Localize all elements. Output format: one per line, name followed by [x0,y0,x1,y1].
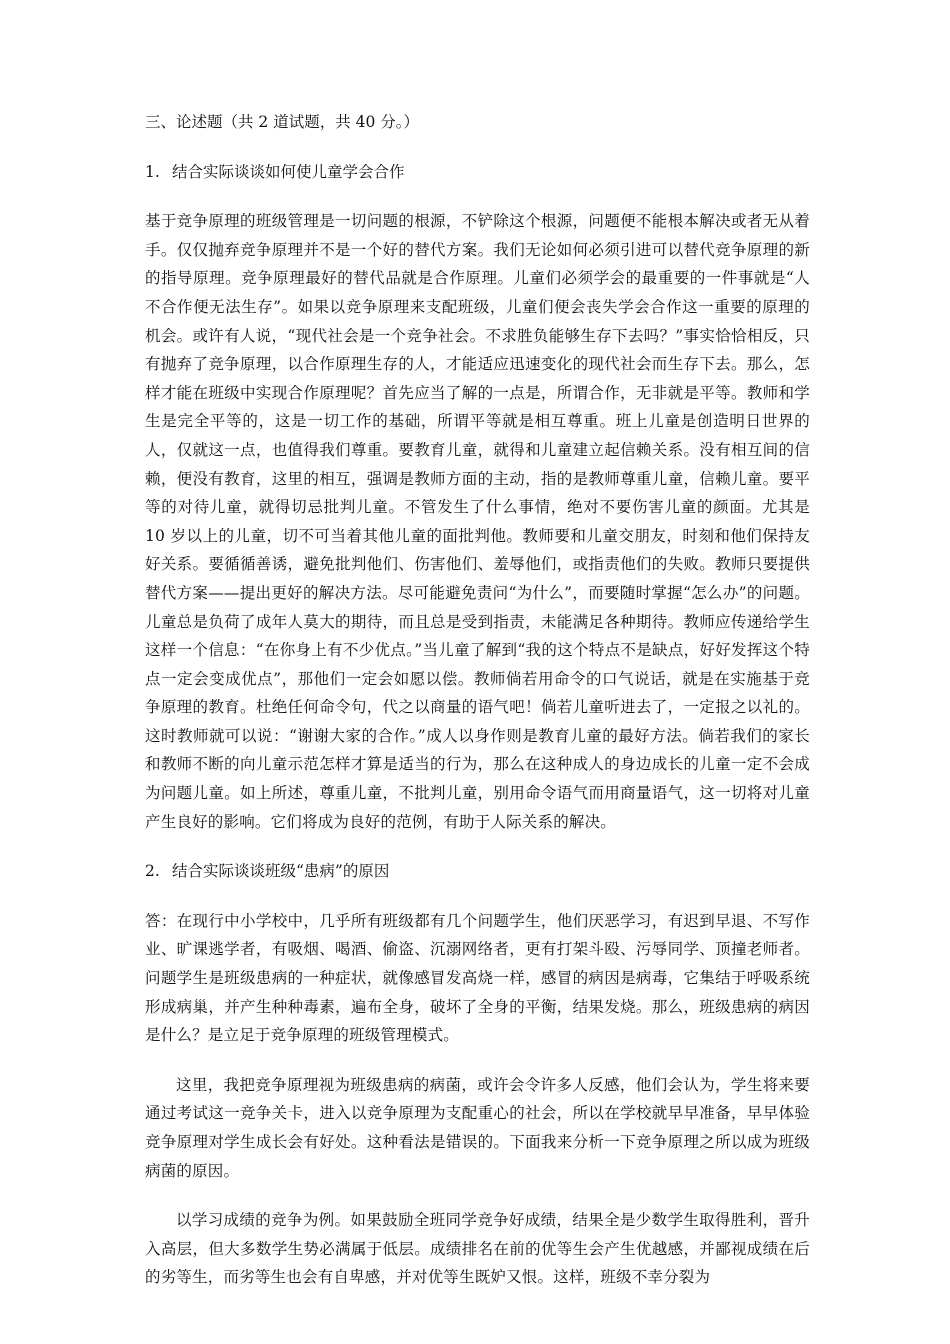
question-2-answer-paragraph-2: 这里，我把竞争原理视为班级患病的病菌，或许会令许多人反感，他们会认为，学生将来要通过考试这一竞争关卡，进入以竞争原理为支配重心的社会，所以在学校就早早准备，早早体验竞争原理对学生成长会有好处。这种看法是错误的。下面我来分析一下竞争原理之所以成为班级病菌的原因。 [145,1075,810,1180]
question-2-answer-paragraph-3: 以学习成绩的竞争为例。如果鼓励全班同学竞争好成绩，结果全是少数学生取得胜利，晋升入高层，但大多数学生势必满属于低层。成绩排名在前的优等生会产生优越感，并鄙视成绩在后的劣等生，而劣等生也会有自卑感，并对优等生既妒又恨。这样，班级不幸分裂为 [145,1211,810,1287]
question-2-title [145,857,810,886]
question-1-answer-paragraph: 基于竞争原理的班级管理是一切问题的根源，不铲除这个根源，问题便不能根本解决或者无从着手。仅仅抛弃竞争原理并不是一个好的替代方案。我们无论如何必须引进可以替代竞争原理的新的指导原理。竞争原理最好的替代品就是合作原理。儿童们必须学会的最重要的一件事就是“人不合作便无法生存”。如果以竞争原理来支配班级，儿童们便会丧失学会合作这一重要的原理的机会。或许有人说，“现代社会是一个竞争社会。不求胜负能够生存下去吗？”事实恰恰相反，只有抛弃了竞争原理，以合作原理生存的人，才能适应迅速变化的现代社会而生存下去。那么，怎样才能在班级中实现合作原理呢？首先应当了解的一点是，所谓合作，无非就是平等。教师和学生是完全平等的，这是一切工作的基础，所谓平等就是相互尊重。班上儿童是创造明日世界的人，仅就这一点，也值得我们尊重。要教育儿童，就得和儿童建立起信赖关系。没有相互间的信赖，便没有教育，这里的相互，强调是教师方面的主动，指的是教师尊重儿童，信赖儿童。要平等的对待儿童，就得切忌批判儿童。不管发生了什么事情，绝对不要伤害儿童的颜面。尤其是 10 岁以上的儿童，切不可当着其他儿童的面批判他。教师要和儿童交朋友，时刻和他们保持友好关系。要循循善诱，避免批判他们、伤害他们、羞辱他们，或指责他们的失败。教师只要提供替代方案——提出更好的解决方法。尽可能避免责问“为什么”，而要随时掌握“怎么办”的问题。儿童总是负荷了成年人莫大的期待，而且总是受到指责，未能满足各种期待。教师应传递给学生这样一个信息：“在你身上有不少优点。”当儿童了解到“我的这个特点不是缺点，好好发挥这个特点一定会变成优点”，那他们一定会如愿以偿。教师倘若用命令的口气说话，就是在实施基于竞争原理的教育。杜绝任何命令句，代之以商量的语气吧！倘若儿童听进去了，一定报之以礼的。这时教师就可以说：“谢谢大家的合作。”成人以身作则是教育儿童的最好方法。倘若我们的家长和教师不断的向儿童示范怎样才算是适当的行为，那么在这种成人的身边成长的儿童一定不会成为问题儿童。如上所述，尊重儿童，不批判儿童，别用命令语气而用商量语气，这一切将对儿童产生良好的影响。它们将成为良好的范例，有助于人际关系的解决。 [145,212,810,831]
question-1-number: 1. [145,162,160,181]
document-page [145,108,810,1313]
question-1-title [145,158,810,187]
question-2-title-text: 结合实际谈谈班级“患病”的原因 [172,862,390,881]
question-2-answer-paragraph-1: 答：在现行中小学校中，几乎所有班级都有几个问题学生，他们厌恶学习，有迟到早退、不写作业、旷课逃学者，有吸烟、喝酒、偷盗、沉溺网络者，更有打架斗殴、污辱同学、顶撞老师者。问题学生是班级患病的一种症状，就像感冒发高烧一样，感冒的病因是病毒，它集结于呼吸系统形成病巢，并产生种种毒素，遍布全身，破坏了全身的平衡，结果发烧。那么，班级患病的病因是什么？是立足于竞争原理的班级管理模式。 [145,911,810,1045]
question-2-number: 2. [145,862,160,881]
section-title: 三、论述题（共 2 道试题，共 40 分。） [145,113,420,131]
question-1-title-text: 结合实际谈谈如何使儿童学会合作 [172,162,405,181]
